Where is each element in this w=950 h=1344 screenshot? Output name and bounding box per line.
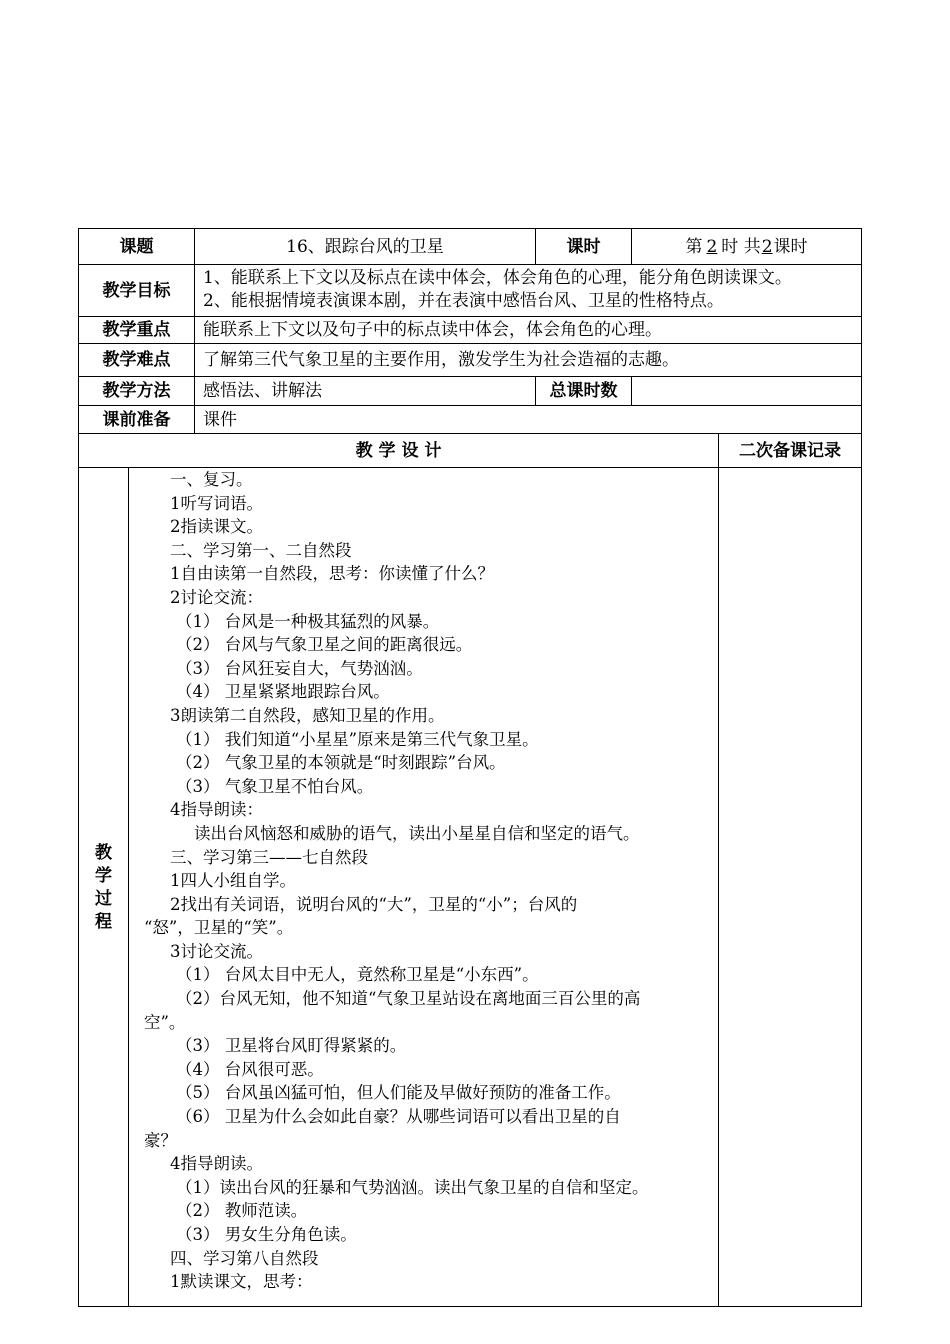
process-line: 读出台风恼怒和威胁的语气，读出小星星自信和坚定的语气。 (194, 823, 640, 843)
process-label (79, 840, 128, 936)
second-prep-record-area[interactable] (719, 468, 861, 1306)
period-label: 课时 (566, 236, 601, 257)
process-line: 二、学习第一、二自然段 (170, 540, 352, 560)
process-line: 3朗读第二自然段，感知卫星的作用。 (170, 705, 445, 725)
process-body (136, 468, 714, 1294)
process-label-char-4: 程 (95, 912, 112, 932)
total-hours-value (632, 377, 861, 405)
total-hours-label: 总课时数 (549, 381, 618, 401)
period-prefix: 第 (685, 236, 703, 257)
rule-right (861, 228, 862, 1307)
process-line: （1） 我们知道“小星星”原来是第三代气象卫星。 (176, 729, 539, 749)
topic-label: 课题 (119, 236, 154, 257)
process-line: （2） 气象卫星的本领就是“时刻跟踪”台风。 (176, 753, 506, 773)
difficulty-value: 了解第三代气象卫星的主要作用，激发学生为社会造福的志趣。 (203, 350, 679, 370)
process-line: （3） 男女生分角色读。 (176, 1225, 357, 1244)
period-value (632, 229, 861, 264)
goal-item-1: 1、能联系上下文以及标点在读中体会，体会角色的心理，能分角色朗读课文。 (203, 267, 792, 288)
focus-label: 教学重点 (102, 320, 171, 340)
rule-process-label (128, 467, 129, 1307)
process-line: 1默读课文，思考： (170, 1272, 313, 1292)
method-value: 感悟法、讲解法 (203, 381, 322, 401)
process-line: 豪？ (144, 1130, 177, 1150)
process-line: 3讨论交流。 (170, 941, 263, 961)
goals-value (195, 263, 861, 316)
design-label: 教 学 设 计 (355, 440, 442, 461)
process-line: （3） 卫星将台风盯得紧紧的。 (176, 1036, 407, 1056)
prep-label: 课前准备 (102, 409, 171, 430)
process-line: 1四人小组自学。 (170, 871, 296, 891)
difficulty-label: 教学难点 (102, 350, 171, 370)
process-line: （2） 教师范读。 (176, 1201, 308, 1221)
process-line: （2）台风无知，他不知道“气象卫星站设在离地面三百公里的高 (176, 989, 641, 1009)
process-line: 2讨论交流： (170, 587, 263, 607)
process-line: 4指导朗读： (170, 800, 263, 820)
process-line: （2） 台风与气象卫星之间的距离很远。 (176, 635, 473, 655)
period-total: 2 (761, 236, 773, 257)
topic-value: 16、跟踪台风的卫星 (286, 236, 444, 257)
process-line: 1自由读第一自然段，思考：你读懂了什么？ (170, 564, 494, 584)
process-line: 1听写词语。 (170, 493, 263, 513)
process-label-char-3: 过 (95, 889, 112, 909)
process-line: （6） 卫星为什么会如此自豪？从哪些词语可以看出卫星的自 (176, 1107, 621, 1127)
process-line: 空”。 (144, 1012, 186, 1032)
process-label-char-1: 教 (95, 843, 112, 863)
process-line: 一、复习。 (170, 470, 253, 489)
process-line: 2找出有关词语，说明台风的“大”，卫星的“小”；台风的 (170, 894, 578, 914)
focus-value: 能联系上下文以及句子中的标点读中体会，体会角色的心理。 (203, 320, 662, 340)
process-line: 4指导朗读。 (170, 1154, 263, 1174)
process-line: 三、学习第三——七自然段 (170, 847, 368, 867)
process-line: （5） 台风虽凶猛可怕，但人们能及早做好预防的准备工作。 (176, 1083, 621, 1103)
period-suffix: 课时 (773, 236, 808, 257)
goal-item-2: 2、能根据情境表演课本剧，并在表演中感悟台风、卫星的性格特点。 (203, 290, 724, 311)
period-current: 2 (706, 236, 718, 257)
process-line: （1）读出台风的狂暴和气势汹汹。读出气象卫星的自信和坚定。 (176, 1177, 649, 1197)
method-label: 教学方法 (102, 381, 171, 401)
period-middle: 时 共 (721, 236, 761, 257)
prep-value: 课件 (203, 409, 237, 430)
process-line: “怒”，卫星的“笑”。 (144, 918, 294, 938)
process-line: （3） 气象卫星不怕台风。 (176, 776, 374, 796)
process-line: （4） 卫星紧紧地跟踪台风。 (176, 682, 390, 702)
rule-bottom (78, 1306, 862, 1307)
goals-label: 教学目标 (102, 280, 171, 301)
process-line: （1） 台风太目中无人，竟然称卫星是“小东西”。 (176, 965, 539, 985)
process-line: （4） 台风很可恶。 (176, 1059, 324, 1079)
record-label: 二次备课记录 (739, 440, 841, 461)
process-line: （3） 台风狂妄自大，气势汹汹。 (176, 658, 423, 678)
process-line: 四、学习第八自然段 (170, 1248, 319, 1268)
process-label-char-2: 学 (95, 866, 112, 886)
process-line: 2指读课文。 (170, 517, 263, 537)
process-line: （1） 台风是一种极其猛烈的风暴。 (176, 611, 440, 631)
